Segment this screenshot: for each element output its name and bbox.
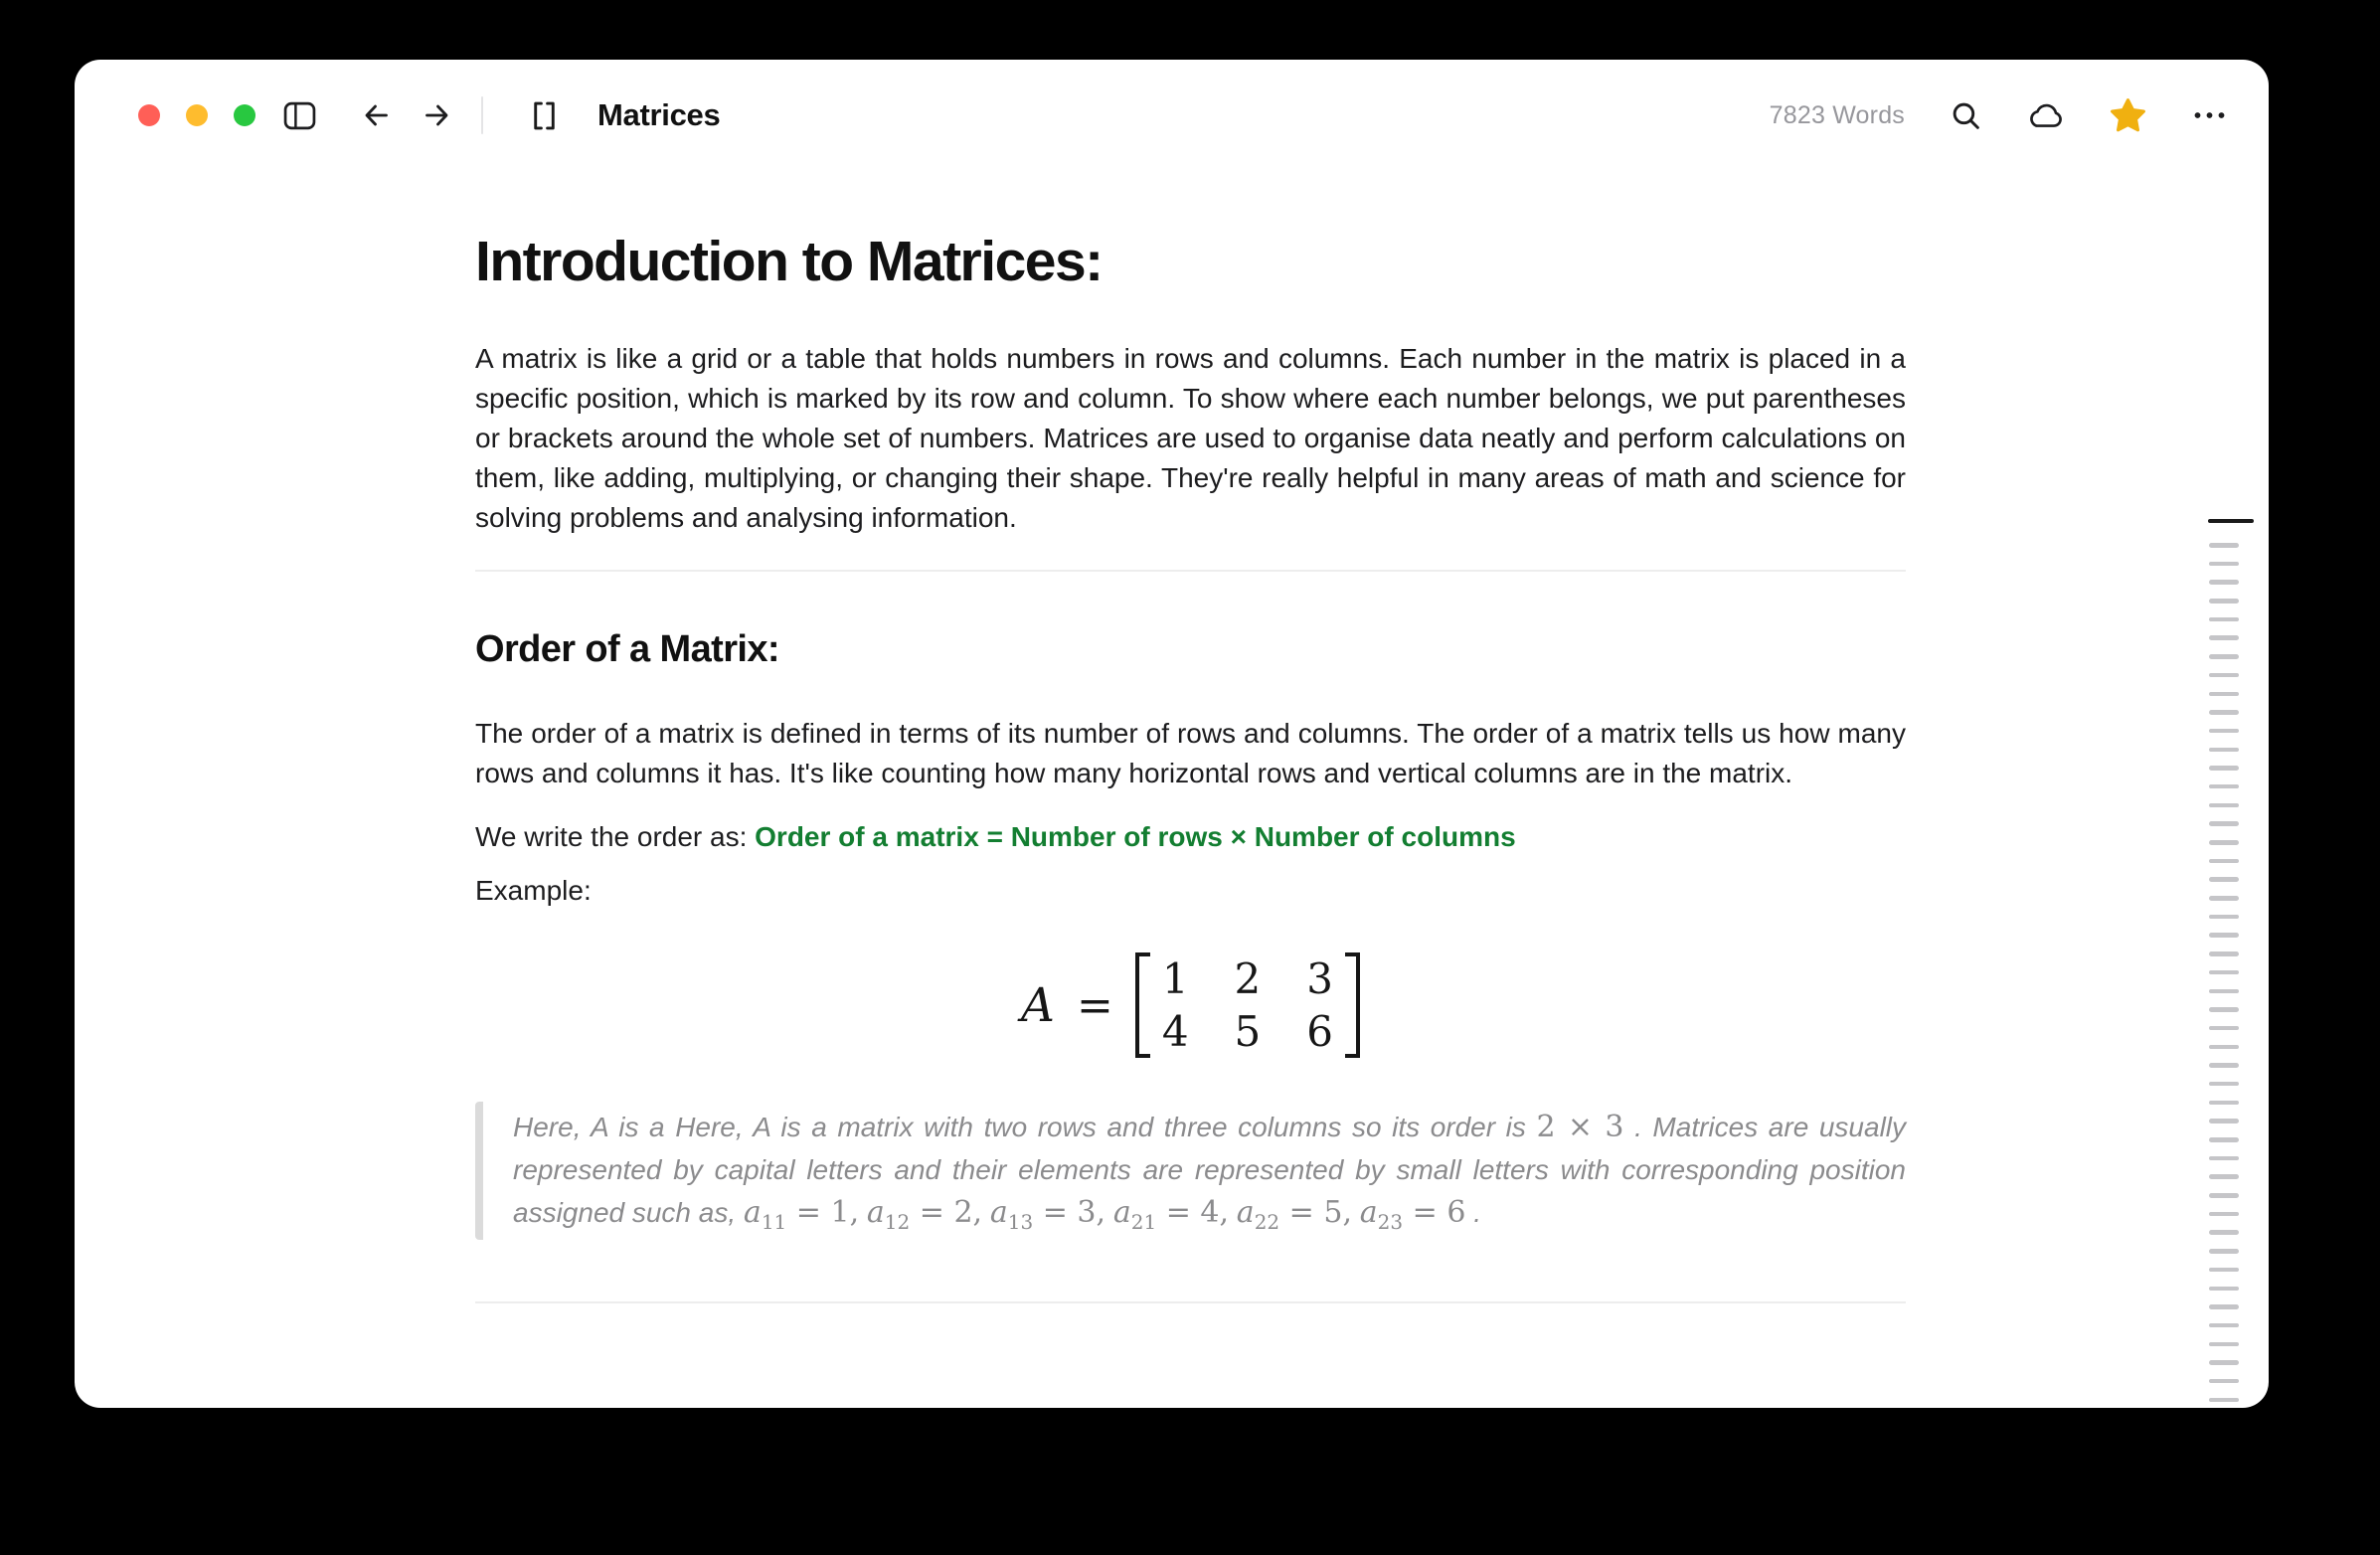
minimap-tick (2209, 1323, 2239, 1328)
note-brackets-icon (531, 100, 558, 131)
favorite-star-icon[interactable] (2110, 97, 2146, 134)
order-definition-line (475, 817, 1906, 857)
section-divider (475, 570, 1906, 572)
note-element-list (743, 1195, 1466, 1235)
minimap-tick (2209, 1249, 2239, 1254)
sidebar-toggle-icon[interactable] (283, 101, 316, 130)
window-controls (138, 104, 255, 126)
note-math-element: $a_{23} = 6$ (1359, 1195, 1466, 1235)
minimap-tick (2209, 896, 2239, 901)
minimap-tick (2209, 1193, 2239, 1198)
heading-order-of-matrix: Order of a Matrix: (475, 627, 779, 670)
note-text-middle: . Matrices are usually represented by capital letters and their elements are represented by small letters with corresponding position assigned such as, (513, 1112, 1907, 1229)
page-title: Matrices (597, 97, 721, 132)
toolbar (75, 60, 2269, 171)
minimap-tick (2209, 951, 2239, 956)
minimap-tick (2209, 1101, 2239, 1106)
matrix-left-bracket (1135, 952, 1150, 1058)
toolbar-divider (481, 96, 483, 134)
equation-lhs: A (1020, 977, 1055, 1033)
matrix-body (1135, 952, 1360, 1058)
note-text-before: Here, A is a Here, A is a matrix with two rows and three columns so its order is (513, 1112, 1526, 1143)
example-label: Example: (475, 875, 592, 907)
matrix-cell: 3 (1306, 954, 1334, 1004)
minimap-tick (2209, 1082, 2239, 1087)
matrix-equation (475, 941, 1906, 1070)
close-window-button[interactable] (138, 104, 160, 126)
app-window (75, 60, 2269, 1408)
bottom-divider (475, 1301, 1906, 1303)
intro-paragraph: A matrix is like a grid or a table that holds numbers in rows and columns. Each number in the matrix is placed in a specific position, which is marked by its row and column. To show where each number belongs, we put parentheses or brackets around the whole set of numbers. Matrices are used to organise data neatly and perform calculations on them, like adding, multiplying, or changing their shape. They're really helpful in many areas of math and science for solving problems and analysing information. (475, 342, 1906, 533)
forward-arrow-icon[interactable] (423, 101, 451, 129)
heading-introduction: Introduction to Matrices: (475, 230, 1103, 293)
zoom-window-button[interactable] (234, 104, 255, 126)
search-icon[interactable] (1951, 100, 1981, 131)
minimap-tick (2209, 673, 2239, 678)
minimap-tick (2209, 989, 2239, 994)
minimap-tick (2209, 933, 2239, 938)
matrix-cell: 6 (1306, 1007, 1334, 1057)
minimap-tick (2209, 803, 2239, 808)
equation-equals: = (1076, 979, 1113, 1031)
minimap-tick (2209, 1174, 2239, 1179)
minimap-tick (2209, 1119, 2239, 1123)
matrix-right-bracket (1345, 952, 1360, 1058)
scroll-minimap[interactable] (2208, 60, 2254, 1408)
minimap-tick (2209, 729, 2239, 734)
minimap-tick (2209, 1212, 2239, 1217)
note-order-math: 2 × 3 (1536, 1110, 1624, 1145)
note-math-element: $a_{13} = 3$, (989, 1195, 1106, 1235)
minimap-tick (2209, 543, 2239, 548)
minimap-tick (2209, 1007, 2239, 1012)
minimap-tick (2209, 1230, 2239, 1235)
minimap-tick (2209, 1304, 2239, 1309)
minimap-tick (2209, 710, 2239, 715)
order-paragraph: The order of a matrix is defined in terms of its number of rows and columns. The order of a matrix tells us how many rows and columns it has. It's like counting how many horizontal rows and vertical columns are in the matrix. (475, 718, 1906, 789)
note-math-element: $a_{12} = 2$, (866, 1195, 983, 1235)
matrix-cell: 2 (1234, 954, 1262, 1004)
minimap-tick (2209, 970, 2239, 975)
note-text-end: . (1473, 1197, 1481, 1229)
note-math-element: $a_{21} = 4$, (1112, 1195, 1230, 1235)
minimap-tick (2209, 1379, 2239, 1384)
order-line-prefix: We write the order as: (475, 821, 756, 853)
minimap-tick (2209, 1063, 2239, 1068)
matrix-cell: 4 (1161, 1007, 1189, 1057)
minimap-tick (2209, 635, 2239, 640)
minimap-tick (2209, 1287, 2239, 1292)
minimap-tick (2209, 1342, 2239, 1347)
note-blockquote (475, 1102, 1906, 1240)
minimap-tick (2209, 1137, 2239, 1142)
matrix-cell: 5 (1234, 1007, 1262, 1057)
minimap-tick (2209, 1026, 2239, 1031)
minimap-tick (2209, 599, 2239, 604)
minimize-window-button[interactable] (186, 104, 208, 126)
minimap-tick (2209, 1268, 2239, 1273)
minimap-tick-list (2209, 543, 2239, 1408)
toolbar-right-group (1770, 97, 2227, 134)
minimap-tick (2209, 877, 2239, 882)
minimap-tick (2209, 766, 2239, 771)
cloud-sync-icon[interactable] (2027, 102, 2064, 129)
matrix-cell: 1 (1161, 954, 1189, 1004)
minimap-tick (2209, 840, 2239, 845)
minimap-tick (2209, 1360, 2239, 1365)
minimap-tick (2209, 915, 2239, 920)
minimap-tick (2209, 784, 2239, 789)
word-count-label: 7823 Words (1769, 100, 1905, 129)
minimap-tick (2209, 692, 2239, 697)
minimap-tick (2209, 617, 2239, 622)
minimap-position-indicator (2208, 519, 2254, 523)
matrix-grid (1150, 952, 1345, 1058)
back-arrow-icon[interactable] (362, 101, 391, 129)
note-math-element: $a_{11} = 1$, (743, 1195, 860, 1235)
minimap-tick (2209, 562, 2239, 567)
minimap-tick (2209, 1045, 2239, 1050)
minimap-tick (2209, 821, 2239, 826)
minimap-tick (2209, 748, 2239, 753)
order-formula-highlight: Order of a matrix = Number of rows × Number of columns (755, 821, 1516, 853)
document-content (475, 171, 1906, 1303)
minimap-tick (2209, 654, 2239, 659)
minimap-tick (2209, 1156, 2239, 1161)
minimap-tick (2209, 859, 2239, 864)
minimap-tick (2209, 1398, 2239, 1403)
note-math-element: $a_{22} = 5$, (1236, 1195, 1352, 1235)
minimap-tick (2209, 580, 2239, 585)
